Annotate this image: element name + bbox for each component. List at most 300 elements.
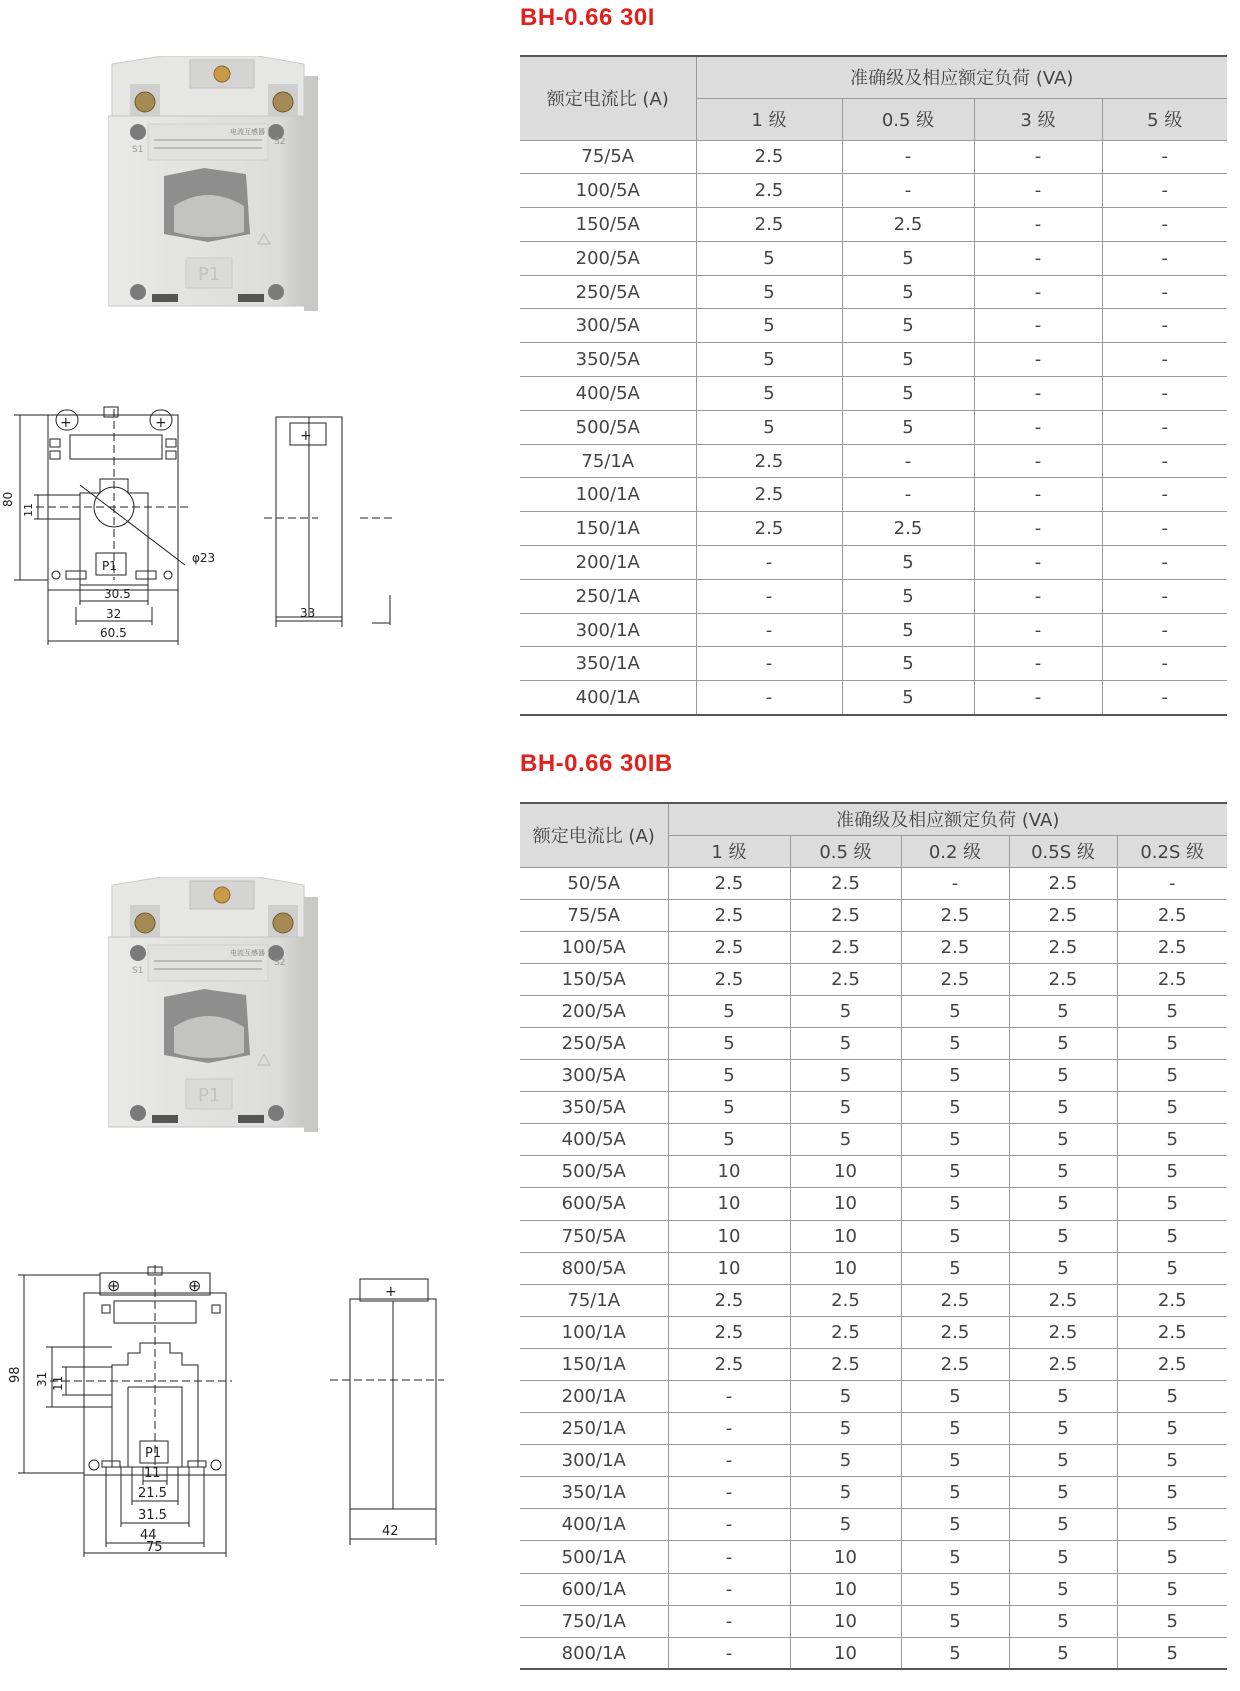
burden-cell: - [842,444,974,478]
burden-cell: 2.5 [668,1348,790,1380]
rating-cell: 100/1A [520,1316,668,1348]
dim-width: 60.5 [100,626,127,640]
burden-cell: 5 [901,1605,1009,1637]
dim-width: 75 [146,1540,163,1555]
accuracy-group-header: 准确级及相应额定负荷 (VA) [668,803,1227,835]
dim-b: 21.5 [138,1486,167,1501]
burden-cell: 5 [1117,1188,1227,1220]
burden-cell: 2.5 [696,208,842,242]
burden-cell: 2.5 [790,931,901,963]
burden-cell: 5 [901,1413,1009,1445]
burden-cell: - [974,174,1102,208]
burden-cell: - [974,241,1102,275]
burden-cell: 5 [790,1060,901,1092]
rating-cell: 750/1A [520,1605,668,1637]
burden-cell: 10 [790,1605,901,1637]
burden-cell: 5 [901,1092,1009,1124]
class-header: 5 级 [1102,98,1227,140]
burden-cell: - [668,1413,790,1445]
rating-cell: 350/5A [520,1092,668,1124]
p1-marker: P1 [198,1085,221,1106]
table-row [520,931,1227,963]
rating-cell: 750/5A [520,1220,668,1252]
burden-cell: - [1102,343,1227,377]
burden-cell: 5 [901,1509,1009,1541]
burden-cell: 5 [790,1027,901,1059]
burden-cell: 5 [696,309,842,343]
burden-cell: 2.5 [842,208,974,242]
burden-cell: 2.5 [790,1348,901,1380]
burden-cell: - [1102,410,1227,444]
burden-cell: 2.5 [696,174,842,208]
burden-cell: 2.5 [1009,1316,1117,1348]
burden-cell: 5 [842,546,974,580]
burden-cell: 5 [790,1509,901,1541]
burden-cell: 5 [1117,1637,1227,1669]
burden-cell: 5 [1117,1477,1227,1509]
burden-cell: 2.5 [1117,1284,1227,1316]
table-row [520,1605,1227,1637]
burden-cell: 2.5 [790,1284,901,1316]
burden-cell: - [668,1381,790,1413]
burden-cell: 5 [790,1413,901,1445]
burden-cell: - [974,410,1102,444]
table-row [520,1348,1227,1380]
p1-marker: P1 [198,264,221,285]
dim-a: 11 [144,1466,161,1481]
burden-cell: 10 [668,1188,790,1220]
burden-cell: 5 [1117,1252,1227,1284]
rating-cell: 75/5A [520,899,668,931]
burden-cell: 5 [790,1445,901,1477]
burden-cell: - [1102,647,1227,681]
burden-cell: 5 [842,681,974,715]
product-photo [108,56,318,326]
burden-cell: 2.5 [1117,931,1227,963]
burden-cell: 10 [790,1220,901,1252]
burden-cell: 10 [790,1156,901,1188]
burden-cell: 2.5 [790,1316,901,1348]
table-row [520,867,1227,899]
burden-cell: 10 [790,1252,901,1284]
burden-cell: 2.5 [1009,1284,1117,1316]
burden-cell: - [901,867,1009,899]
burden-cell: 5 [842,343,974,377]
dimension-drawing [0,1255,450,1565]
burden-cell: - [668,1605,790,1637]
burden-cell: - [974,681,1102,715]
rating-cell: 350/5A [520,343,696,377]
burden-cell: 5 [901,1252,1009,1284]
burden-cell: - [1102,512,1227,546]
burden-cell: 5 [668,1124,790,1156]
table-row [520,208,1227,242]
rating-cell: 400/1A [520,681,696,715]
burden-cell: 5 [842,410,974,444]
burden-cell: - [842,174,974,208]
rating-header: 额定电流比 (A) [520,803,668,867]
dim-height: 98 [8,1366,23,1383]
rating-cell: 500/1A [520,1541,668,1573]
rating-cell: 75/1A [520,444,696,478]
rating-cell: 350/1A [520,647,696,681]
table-row [520,1637,1227,1669]
rating-cell: 800/1A [520,1637,668,1669]
table-row [520,1413,1227,1445]
dim-hole: φ23 [192,551,216,565]
burden-cell: 5 [1009,1637,1117,1669]
burden-cell: 5 [901,1188,1009,1220]
burden-cell: 5 [842,275,974,309]
table-row [520,478,1227,512]
table-row [520,647,1227,681]
dim-mid: 32 [106,607,122,621]
burden-cell: - [974,208,1102,242]
burden-cell: - [1102,309,1227,343]
table-row [520,309,1227,343]
burden-cell: 10 [790,1541,901,1573]
rating-cell: 300/1A [520,1445,668,1477]
burden-cell: 5 [696,377,842,411]
rating-cell: 75/1A [520,1284,668,1316]
burden-cell: 5 [901,995,1009,1027]
burden-cell: 2.5 [790,963,901,995]
burden-cell: 5 [842,241,974,275]
svg-text:+: + [155,415,167,431]
burden-cell: 2.5 [1009,899,1117,931]
table-row [520,444,1227,478]
rating-cell: 100/1A [520,478,696,512]
burden-cell: - [1117,867,1227,899]
burden-cell: - [1102,478,1227,512]
rating-cell: 100/5A [520,931,668,963]
burden-cell: 5 [1009,1092,1117,1124]
svg-text:⊕: ⊕ [188,1276,202,1295]
table-row [520,1381,1227,1413]
burden-cell: 5 [1117,1156,1227,1188]
burden-cell: 2.5 [668,963,790,995]
burden-cell: 2.5 [901,1316,1009,1348]
section-title: BH-0.66 30I [520,4,655,31]
burden-cell: 2.5 [901,1348,1009,1380]
rating-cell: 250/5A [520,1027,668,1059]
svg-text:⊕: ⊕ [107,1276,121,1295]
burden-cell: - [974,478,1102,512]
burden-cell: 5 [790,1381,901,1413]
rating-cell: 250/1A [520,1413,668,1445]
burden-cell: 2.5 [901,1284,1009,1316]
table-row [520,1220,1227,1252]
class-header: 1 级 [696,98,842,140]
terminal-s1-label: S1 [132,966,144,976]
table-row [520,1573,1227,1605]
spec-table-30i [520,55,1227,716]
rating-cell: 500/5A [520,410,696,444]
burden-cell: 5 [1009,1188,1117,1220]
rating-cell: 150/5A [520,963,668,995]
burden-cell: 2.5 [901,963,1009,995]
class-header: 3 级 [974,98,1102,140]
burden-cell: 5 [1009,1509,1117,1541]
burden-cell: - [668,1509,790,1541]
burden-cell: - [974,512,1102,546]
burden-cell: - [974,275,1102,309]
table-row [520,546,1227,580]
table-row [520,377,1227,411]
burden-cell: 2.5 [668,867,790,899]
rating-cell: 200/5A [520,995,668,1027]
burden-cell: - [696,681,842,715]
table-row [520,512,1227,546]
burden-cell: 5 [901,1637,1009,1669]
burden-cell: 5 [901,1541,1009,1573]
burden-cell: 5 [790,1092,901,1124]
burden-cell: 5 [1117,1605,1227,1637]
burden-cell: - [1102,208,1227,242]
p1-marker: P1 [145,1446,162,1461]
class-header: 0.5S 级 [1009,835,1117,867]
burden-cell: - [1102,444,1227,478]
burden-cell: 5 [901,1573,1009,1605]
burden-cell: 10 [668,1252,790,1284]
burden-cell: 2.5 [790,867,901,899]
rating-cell: 75/5A [520,140,696,174]
svg-text:+: + [300,428,312,444]
burden-cell: 5 [1117,1220,1227,1252]
burden-cell: 2.5 [901,931,1009,963]
table-row [520,275,1227,309]
burden-cell: 10 [790,1573,901,1605]
burden-cell: 2.5 [1009,963,1117,995]
burden-cell: 5 [1009,1445,1117,1477]
burden-cell: 5 [696,275,842,309]
burden-cell: 2.5 [1117,1316,1227,1348]
burden-cell: - [1102,546,1227,580]
burden-cell: 5 [790,1477,901,1509]
burden-cell: 5 [668,1027,790,1059]
class-header: 1 级 [668,835,790,867]
burden-cell: - [1102,681,1227,715]
table-row [520,1509,1227,1541]
burden-cell: 2.5 [668,1284,790,1316]
burden-cell: 5 [696,410,842,444]
burden-cell: 5 [1117,1381,1227,1413]
p1-marker: P1 [102,559,117,573]
burden-cell: - [668,1573,790,1605]
burden-cell: 5 [1009,995,1117,1027]
burden-cell: - [668,1445,790,1477]
rating-cell: 150/5A [520,208,696,242]
burden-cell: - [974,613,1102,647]
burden-cell: 5 [1117,1060,1227,1092]
dimension-drawing [0,395,430,660]
burden-cell: 5 [901,1220,1009,1252]
burden-cell: 2.5 [1117,899,1227,931]
burden-cell: 2.5 [842,512,974,546]
rating-cell: 300/5A [520,1060,668,1092]
burden-cell: 5 [1009,1220,1117,1252]
rating-cell: 50/5A [520,867,668,899]
burden-cell: 5 [901,1027,1009,1059]
terminal-s2-label: S2 [274,137,286,147]
burden-cell: - [1102,377,1227,411]
dim-inner: 30.5 [104,587,131,601]
burden-cell: 2.5 [696,512,842,546]
table-row [520,1092,1227,1124]
burden-cell: 2.5 [668,1316,790,1348]
table-row [520,995,1227,1027]
table-row [520,1445,1227,1477]
burden-cell: - [696,579,842,613]
burden-cell: 2.5 [668,931,790,963]
burden-cell: 5 [901,1156,1009,1188]
burden-cell: 5 [668,995,790,1027]
table-row [520,1541,1227,1573]
rating-cell: 250/5A [520,275,696,309]
rating-cell: 500/5A [520,1156,668,1188]
burden-cell: 5 [901,1445,1009,1477]
burden-cell: 5 [842,647,974,681]
burden-cell: 2.5 [1117,963,1227,995]
burden-cell: 5 [842,377,974,411]
class-header: 0.5 级 [842,98,974,140]
burden-cell: 5 [1009,1605,1117,1637]
dim-window-inner: 11 [51,1375,65,1391]
table-row [520,1284,1227,1316]
table-row [520,1477,1227,1509]
burden-cell: 5 [1009,1541,1117,1573]
burden-cell: 5 [1009,1252,1117,1284]
burden-cell: 2.5 [901,899,1009,931]
burden-cell: 5 [1117,1413,1227,1445]
burden-cell: - [974,343,1102,377]
burden-cell: 10 [790,1637,901,1669]
dim-c: 31.5 [138,1508,167,1523]
dim-window: 11 [22,503,35,517]
accuracy-group-header: 准确级及相应额定负荷 (VA) [696,56,1227,98]
rating-header: 额定电流比 (A) [520,56,696,140]
class-header: 0.2S 级 [1117,835,1227,867]
burden-cell: 2.5 [1009,867,1117,899]
burden-cell: 5 [842,309,974,343]
spec-table-30ib [520,802,1227,1670]
rating-cell: 200/1A [520,1381,668,1413]
table-row [520,613,1227,647]
table-row [520,241,1227,275]
burden-cell: - [1102,275,1227,309]
burden-cell: - [668,1541,790,1573]
terminal-s2-label: S2 [274,958,286,968]
rating-cell: 150/1A [520,512,696,546]
table-row [520,963,1227,995]
burden-cell: 5 [901,1477,1009,1509]
burden-cell: 5 [1009,1413,1117,1445]
burden-cell: 5 [1117,1509,1227,1541]
class-header: 0.2 级 [901,835,1009,867]
table-row [520,1188,1227,1220]
burden-cell: - [696,613,842,647]
label-title: 电流互感器 [230,949,265,957]
rating-cell: 300/5A [520,309,696,343]
burden-cell: - [1102,579,1227,613]
burden-cell: 2.5 [668,899,790,931]
table-row [520,1252,1227,1284]
table-row [520,174,1227,208]
table-row [520,681,1227,715]
burden-cell: 5 [842,613,974,647]
rating-cell: 400/1A [520,1509,668,1541]
burden-cell: 5 [1009,1381,1117,1413]
burden-cell: - [696,647,842,681]
burden-cell: - [974,444,1102,478]
burden-cell: 5 [1117,995,1227,1027]
table-row [520,1156,1227,1188]
rating-cell: 400/5A [520,377,696,411]
burden-cell: 5 [1009,1027,1117,1059]
dim-height: 80 [1,491,15,507]
rating-cell: 100/5A [520,174,696,208]
svg-text:+: + [385,1284,397,1300]
dim-window-outer: 31 [35,1371,49,1387]
burden-cell: - [974,647,1102,681]
table-row [520,579,1227,613]
rating-cell: 600/1A [520,1573,668,1605]
burden-cell: 5 [1009,1124,1117,1156]
burden-cell: 5 [1009,1060,1117,1092]
burden-cell: 2.5 [1009,931,1117,963]
rating-cell: 400/5A [520,1124,668,1156]
burden-cell: - [668,1637,790,1669]
burden-cell: 5 [1117,1445,1227,1477]
terminal-s1-label: S1 [132,145,144,155]
rating-cell: 600/5A [520,1188,668,1220]
table-row [520,140,1227,174]
table-row [520,410,1227,444]
class-header: 0.5 级 [790,835,901,867]
burden-cell: 5 [790,1124,901,1156]
table-row [520,899,1227,931]
rating-cell: 250/1A [520,579,696,613]
burden-cell: - [668,1477,790,1509]
burden-cell: 5 [1117,1027,1227,1059]
burden-cell: 5 [1117,1541,1227,1573]
section-title: BH-0.66 30IB [520,750,673,777]
burden-cell: 5 [668,1060,790,1092]
rating-cell: 300/1A [520,613,696,647]
burden-cell: - [1102,174,1227,208]
burden-cell: 2.5 [1117,1348,1227,1380]
table-row [520,1027,1227,1059]
burden-cell: - [1102,241,1227,275]
dim-d: 44 [140,1528,157,1543]
burden-cell: - [842,478,974,512]
burden-cell: 2.5 [1009,1348,1117,1380]
table-row [520,1124,1227,1156]
dim-depth: 33 [300,606,316,620]
burden-cell: 2.5 [696,140,842,174]
burden-cell: 5 [1009,1156,1117,1188]
burden-cell: - [974,579,1102,613]
product-photo [108,877,318,1147]
burden-cell: 5 [1009,1573,1117,1605]
burden-cell: 5 [901,1381,1009,1413]
burden-cell: 5 [901,1124,1009,1156]
burden-cell: 5 [696,343,842,377]
burden-cell: - [974,546,1102,580]
burden-cell: - [1102,140,1227,174]
burden-cell: 5 [696,241,842,275]
rating-cell: 200/1A [520,546,696,580]
